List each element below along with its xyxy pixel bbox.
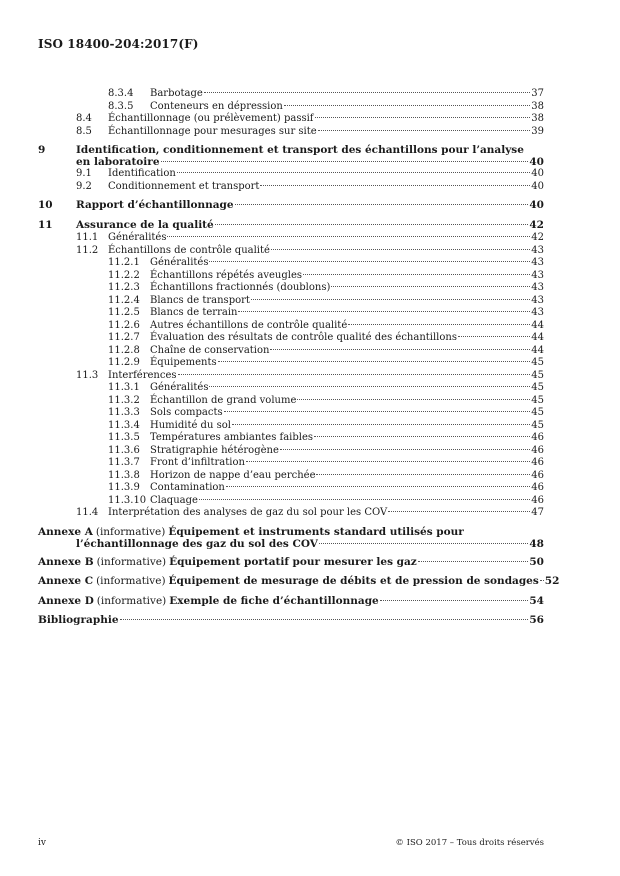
toc-dot-leader: [232, 424, 530, 425]
toc-entry-title: Échantillons fractionnés (doublons): [150, 282, 331, 293]
toc-entry-number: 11.3.2: [108, 394, 140, 406]
document-header-title: ISO 18400-204:2017(F): [38, 37, 199, 51]
toc-entry-page: 46: [531, 494, 544, 506]
toc-entry-title: Équipement de mesurage de débits et de pression de sondages: [168, 575, 539, 587]
toc-dot-leader: [458, 336, 530, 337]
toc-entry-line: [150, 432, 544, 444]
toc-entry-line: [76, 199, 544, 211]
toc-entry-page: 56: [529, 614, 544, 626]
toc-dot-leader: [246, 461, 530, 462]
toc-entry-title: Claquage: [150, 494, 198, 506]
toc-entry-line: [150, 307, 544, 319]
toc-entry-page: 44: [531, 319, 544, 331]
toc-entry-title: Généralités: [108, 232, 167, 243]
toc-entry-number: 9.2: [76, 180, 92, 192]
toc-entry-title: Blancs de terrain: [150, 307, 238, 318]
toc-entry[interactable]: [0, 382, 620, 394]
toc-entry[interactable]: [0, 345, 620, 357]
toc-entry-page: 44: [531, 344, 544, 356]
toc-entry-number: 11.2.4: [108, 294, 140, 306]
toc-dot-leader: [120, 619, 529, 620]
toc-entry-line: [150, 445, 544, 457]
toc-entry-number: 11.2.8: [108, 344, 140, 356]
toc-dot-leader: [235, 204, 529, 205]
toc-entry[interactable]: [0, 199, 620, 211]
toc-entry[interactable]: [0, 295, 620, 307]
toc-entry[interactable]: [0, 507, 620, 519]
toc-entry-number: 11.2: [76, 244, 99, 256]
toc-entry-title: Identification: [108, 168, 176, 179]
toc-entry-title: Humidité du sol: [150, 419, 231, 431]
toc-entry-title: Évaluation des résultats de contrôle qualité des échantillons: [150, 332, 457, 343]
toc-entry-title: Identification, conditionnement et transport des échantillons pour l’analyse: [76, 144, 524, 156]
toc-entry[interactable]: [0, 219, 620, 231]
toc-dot-leader: [167, 236, 530, 237]
toc-entry[interactable]: [0, 88, 620, 100]
toc-entry[interactable]: [0, 101, 620, 113]
toc-dot-leader: [388, 511, 530, 512]
toc-entry-title: Assurance de la qualité: [76, 218, 214, 231]
toc-dot-leader: [540, 580, 544, 581]
toc-dot-leader: [226, 486, 530, 487]
toc-entry[interactable]: [0, 407, 620, 419]
toc-entry-number: Annexe B: [38, 555, 94, 568]
toc-entry-number: 10: [38, 199, 53, 211]
toc-entry-line: [150, 495, 544, 507]
toc-entry-title: Généralités: [150, 257, 209, 268]
toc-entry-title-continued: l’échantillonnage des gaz du sol des COV: [76, 537, 318, 550]
toc-entry-title: Échantillonnage pour mesurages sur site: [108, 125, 317, 137]
toc-entry-number: 11.3.8: [108, 469, 140, 481]
toc-entry-page: 46: [531, 482, 544, 493]
toc-entry-line: [108, 113, 544, 125]
toc-entry-page: 47: [531, 507, 544, 518]
toc-entry-number: 11.3.1: [108, 382, 140, 393]
toc-entry-title: Chaîne de conservation: [150, 344, 270, 356]
toc-entry-title: Interférences: [108, 369, 177, 381]
toc-entry[interactable]: [0, 307, 620, 319]
toc-entry-number: Annexe C: [38, 575, 94, 587]
toc-entry-number: 9: [38, 144, 46, 156]
toc-entry-line: [108, 181, 544, 193]
toc-entry-page: 40: [529, 199, 544, 211]
toc-entry-number: 11.2.3: [108, 282, 140, 293]
toc-entry-prefix: (informative): [95, 525, 166, 538]
toc-entry-title: Horizon de nappe d’eau perchée: [150, 469, 316, 481]
toc-entry-title: Équipements: [150, 357, 217, 368]
toc-entry-line: [108, 507, 544, 519]
toc-entry[interactable]: [0, 257, 620, 269]
toc-entry-title: Contamination: [150, 482, 225, 493]
toc-dot-leader: [251, 299, 530, 300]
toc-entry-number: Annexe A: [38, 525, 93, 538]
toc-entry-number: 11.3.5: [108, 432, 140, 443]
toc-entry-page: 38: [531, 113, 544, 124]
toc-entry-page: 42: [531, 232, 544, 243]
toc-entry-number: 11.3.10: [108, 494, 147, 506]
toc-dot-leader: [331, 286, 530, 287]
toc-entry[interactable]: [0, 144, 620, 168]
toc-dot-leader: [218, 361, 531, 362]
toc-entry-number: 11.3: [76, 369, 99, 381]
toc-entry-number: 11.2.2: [108, 269, 140, 281]
toc-dot-leader: [316, 474, 530, 475]
toc-entry-page: 43: [531, 244, 544, 256]
toc-dot-leader: [380, 600, 529, 601]
toc-entry-number: 11.3.4: [108, 419, 140, 431]
toc-entry-page: 43: [531, 257, 544, 268]
toc-entry-line: [108, 245, 544, 257]
toc-dot-leader: [178, 374, 531, 375]
toc-entry-number: Annexe D: [38, 594, 94, 607]
toc-entry-title: Autres échantillons de contrôle qualité: [150, 319, 348, 331]
toc-dot-leader: [284, 105, 530, 106]
toc-entry[interactable]: [0, 395, 620, 407]
toc-entry[interactable]: [0, 575, 620, 587]
toc-entry-title-continued: en laboratoire: [76, 156, 160, 168]
toc-dot-leader: [238, 311, 530, 312]
footer-copyright: © ISO 2017 – Tous droits réservés: [395, 838, 544, 848]
toc-entry[interactable]: [0, 126, 620, 138]
toc-dot-leader: [348, 324, 530, 325]
toc-entry-title: Front d’infiltration: [150, 457, 245, 468]
toc-entry-prefix: (informative): [96, 575, 166, 587]
toc-entry-title: Équipement portatif pour mesurer les gaz: [169, 555, 417, 568]
toc-entry[interactable]: [0, 332, 620, 344]
toc-entry-line: [150, 320, 544, 332]
toc-entry-line: [150, 295, 544, 307]
toc-entry-page: 45: [531, 369, 544, 381]
toc-entry-number: 11.3.3: [108, 407, 140, 418]
toc-entry[interactable]: [0, 168, 620, 180]
toc-entry-page: 42: [529, 218, 544, 231]
toc-entry-line: [150, 407, 544, 419]
toc-dot-leader: [209, 261, 530, 262]
toc-entry-title: Échantillons répétés aveugles: [150, 269, 303, 281]
toc-entry-title: Stratigraphie hétérogène: [150, 444, 279, 456]
toc-entry-page: 40: [531, 180, 544, 192]
toc-dot-leader: [260, 185, 530, 186]
toc-entry-number: 8.4: [76, 113, 92, 124]
toc-entry-page: 40: [529, 156, 544, 168]
toc-entry-page: 45: [531, 394, 544, 406]
toc-entry[interactable]: [0, 432, 620, 444]
toc-dot-leader: [199, 499, 530, 500]
toc-entry-line: [108, 126, 544, 138]
toc-entry-number: 11.2.5: [108, 307, 140, 318]
toc-entry[interactable]: [0, 357, 620, 369]
toc-entry[interactable]: [0, 482, 620, 494]
toc-dot-leader: [314, 436, 530, 437]
toc-entry-page: 50: [529, 555, 544, 568]
toc-entry[interactable]: [0, 181, 620, 193]
toc-dot-leader: [209, 386, 530, 387]
toc-dot-leader: [319, 543, 528, 544]
toc-entry-prefix: (informative): [96, 594, 167, 607]
toc-entry-line: [150, 270, 544, 282]
toc-entry-title: Conditionnement et transport: [108, 180, 260, 192]
toc-entry[interactable]: [0, 526, 620, 550]
toc-entry-prefix: (informative): [96, 555, 167, 568]
toc-entry-number: 11.3.6: [108, 444, 140, 456]
toc-entry-page: 44: [531, 332, 544, 343]
toc-entry-title: Généralités: [150, 382, 209, 393]
toc-dot-leader: [315, 117, 531, 118]
footer-page-number: iv: [38, 838, 46, 848]
toc-entry-title: Équipement et instruments standard utilisés pour: [168, 525, 464, 538]
toc-entry-page: 37: [531, 88, 544, 99]
toc-entry-number: 11: [38, 218, 53, 231]
toc-dot-leader: [215, 224, 529, 225]
toc-entry-number: 11.2.9: [108, 357, 140, 368]
toc-entry-line: [38, 556, 544, 568]
toc-dot-leader: [161, 161, 529, 162]
toc-entry-number: 8.3.5: [108, 100, 134, 112]
toc-entry[interactable]: [0, 113, 620, 125]
toc-entry-line: [38, 595, 544, 607]
toc-entry[interactable]: [0, 556, 620, 568]
toc-dot-leader: [177, 172, 530, 173]
toc-entry-title: Conteneurs en dépression: [150, 100, 283, 112]
toc-entry-line: [108, 370, 544, 382]
toc-entry-page: 46: [531, 432, 544, 443]
toc-entry-line: [150, 457, 544, 469]
toc-entry-page: 46: [531, 444, 544, 456]
toc-entry-page: 43: [531, 282, 544, 293]
toc-entry[interactable]: [0, 370, 620, 382]
toc-entry-line: [150, 332, 544, 344]
toc-entry-line: [150, 257, 544, 269]
toc-entry-page: 43: [531, 307, 544, 318]
toc-entry-line: [38, 526, 464, 538]
toc-entry-number: 11.3.7: [108, 457, 140, 468]
toc-entry[interactable]: [0, 470, 620, 482]
toc-dot-leader: [318, 130, 531, 131]
toc-dot-leader: [303, 274, 530, 275]
toc-entry-page: 46: [531, 457, 544, 468]
toc-entry[interactable]: [0, 245, 620, 257]
toc-entry-page: 54: [529, 594, 544, 607]
toc-entry-number: 11.2.6: [108, 319, 140, 331]
toc-entry-page: 45: [531, 382, 544, 393]
toc-entry-line: [76, 156, 544, 168]
toc-entry-title: Températures ambiantes faibles: [150, 432, 314, 443]
toc-entry-page: 40: [531, 168, 544, 179]
toc-dot-leader: [297, 399, 530, 400]
toc-dot-leader: [280, 449, 530, 450]
toc-entry-line: [38, 575, 560, 587]
toc-entry-page: 45: [531, 407, 544, 418]
toc-entry-line: [150, 382, 544, 394]
toc-entry-page: 46: [531, 469, 544, 481]
toc-entry[interactable]: [0, 595, 620, 607]
toc-entry[interactable]: [0, 457, 620, 469]
toc-entry-line: [38, 614, 544, 626]
toc-entry-line: [150, 282, 544, 294]
toc-entry-number: 8.5: [76, 125, 92, 137]
toc-entry-title: Blancs de transport: [150, 294, 250, 306]
toc-entry-line: [108, 232, 544, 244]
toc-entry-line: [150, 357, 544, 369]
toc-dot-leader: [204, 92, 530, 93]
toc-entry-number: 11.2.7: [108, 332, 140, 343]
toc-entry-page: 45: [531, 357, 544, 368]
toc-entry-page: 39: [531, 125, 544, 137]
toc-entry-title: Interprétation des analyses de gaz du sol pour les COV: [108, 507, 388, 518]
toc-entry[interactable]: [0, 320, 620, 332]
toc-entry-line: [150, 482, 544, 494]
toc-entry-number: 11.1: [76, 232, 99, 243]
toc-entry-title: Échantillons de contrôle qualité: [108, 244, 270, 256]
toc-entry-number: 11.4: [76, 507, 99, 518]
toc-entry-line: [108, 168, 544, 180]
toc-entry-page: 43: [531, 269, 544, 281]
toc-entry[interactable]: [0, 445, 620, 457]
toc-entry-number: Bibliographie: [38, 614, 119, 626]
toc-entry-title: Échantillon de grand volume: [150, 394, 297, 406]
toc-entry-line: [150, 420, 544, 432]
toc-entry-line: [76, 144, 524, 156]
toc-entry[interactable]: [0, 270, 620, 282]
toc-entry-line: [150, 88, 544, 100]
toc-entry-page: 38: [531, 100, 544, 112]
toc-entry[interactable]: [0, 420, 620, 432]
toc-entry-title: Sols compacts: [150, 407, 223, 418]
toc-entry-title: Barbotage: [150, 88, 203, 99]
toc-dot-leader: [224, 411, 531, 412]
toc-entry-number: 9.1: [76, 168, 92, 179]
toc-entry-line: [150, 101, 544, 113]
toc-entry-page: 48: [529, 537, 544, 550]
toc-entry[interactable]: [0, 232, 620, 244]
toc-entry-line: [150, 345, 544, 357]
toc-entry-line: [150, 470, 544, 482]
toc-entry[interactable]: [0, 495, 620, 507]
toc-entry-title: Exemple de fiche d’échantillonnage: [169, 594, 379, 607]
toc-entry-number: 11.3.9: [108, 482, 140, 493]
toc-entry-page: 45: [531, 419, 544, 431]
toc-dot-leader: [271, 249, 530, 250]
toc-entry-line: [76, 219, 544, 231]
toc-entry-title: Rapport d’échantillonnage: [76, 199, 234, 211]
toc-entry-title: Échantillonnage (ou prélèvement) passif: [108, 113, 314, 124]
toc-entry-page: 43: [531, 294, 544, 306]
toc-entry[interactable]: [0, 282, 620, 294]
toc-entry-number: 11.2.1: [108, 257, 140, 268]
toc-entry-line: [150, 395, 544, 407]
toc-dot-leader: [418, 561, 529, 562]
toc-entry-page: 52: [544, 575, 560, 587]
toc-dot-leader: [270, 349, 530, 350]
toc-entry-line: [76, 538, 544, 550]
toc-entry-number: 8.3.4: [108, 88, 134, 99]
toc-entry[interactable]: [0, 614, 620, 626]
